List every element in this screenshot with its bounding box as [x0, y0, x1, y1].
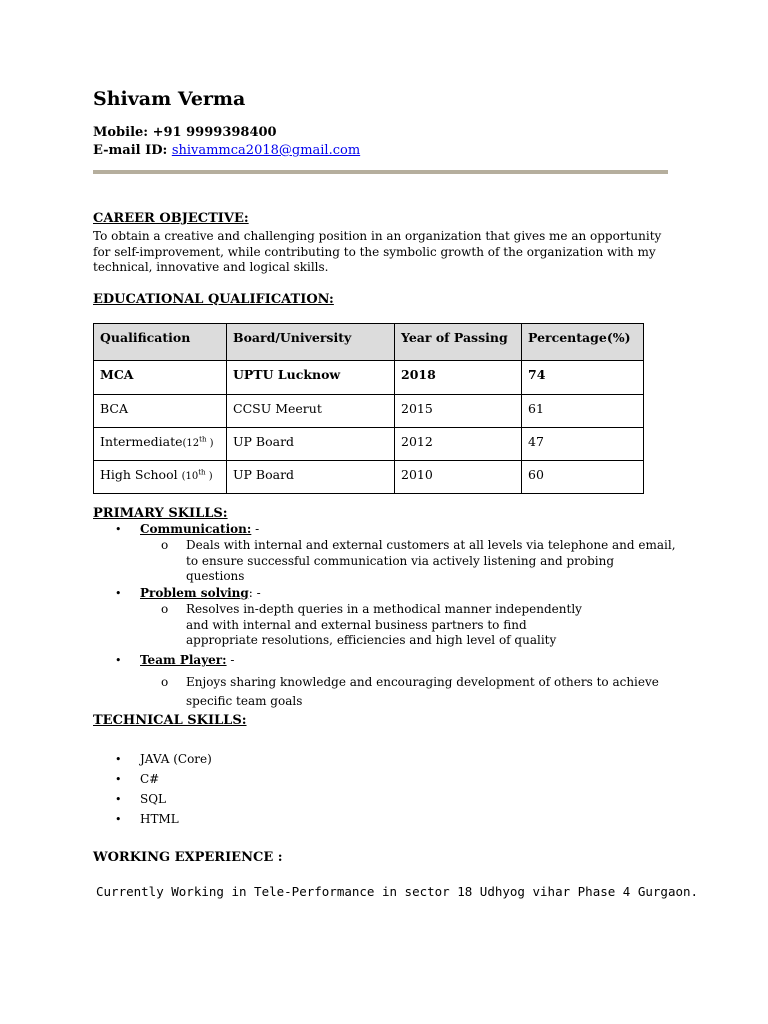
qualification-text: Intermediate — [100, 434, 183, 449]
email-line — [93, 143, 360, 158]
detail-line: Deals with internal and external customers at all levels via telephone and email, — [186, 538, 676, 552]
skill-item-team-player — [115, 653, 234, 667]
sub-bullet-icon: o — [161, 538, 169, 552]
experience-text: Currently Working in Tele-Performance in sector 18 Udhyog vihar Phase 4 Gurgaon. — [96, 884, 699, 899]
career-objective-text — [93, 229, 663, 276]
year-cell: 2012 — [395, 428, 522, 461]
percentage-cell: 74 — [522, 361, 644, 395]
tech-skill-label: SQL — [140, 792, 167, 806]
qualification-note — [182, 435, 214, 449]
experience-heading: WORKING EXPERIENCE : — [93, 850, 283, 865]
detail-line: Enjoys sharing knowledge and encouraging development of others to achieve — [186, 675, 659, 689]
career-line: for self-improvement, while contributing to the symbolic growth of the organization with my — [93, 244, 656, 259]
percentage-cell: 60 — [522, 461, 644, 494]
career-line: technical, innovative and logical skills. — [93, 260, 329, 274]
column-header: Percentage(%) — [522, 324, 644, 361]
year-cell: 2015 — [395, 395, 522, 428]
career-objective-heading: CAREER OBJECTIVE: — [93, 211, 249, 226]
qualification-cell — [94, 461, 227, 494]
table-row — [94, 461, 644, 494]
tech-skill-label: JAVA (Core) — [140, 752, 212, 766]
skill-suffix: - — [226, 653, 235, 667]
skill-item-communication — [115, 522, 259, 536]
detail-line: Resolves in-depth queries in a methodical manner independently — [186, 602, 582, 616]
table-header-row — [94, 324, 644, 361]
career-line: To obtain a creative and challenging position in an organization that gives me an opportunity — [93, 229, 662, 243]
bullet-icon: • — [115, 523, 122, 536]
percentage-cell: 47 — [522, 428, 644, 461]
detail-line: questions — [186, 569, 245, 583]
percentage-cell: 61 — [522, 395, 644, 428]
year-cell: 2010 — [395, 461, 522, 494]
note-sup: th — [198, 468, 206, 477]
primary-skills-heading: PRIMARY SKILLS: — [93, 506, 228, 521]
column-header: Board/University — [227, 324, 395, 361]
candidate-name: Shivam Verma — [93, 88, 246, 110]
skill-detail-text — [186, 673, 659, 711]
qualification-note — [181, 468, 213, 482]
bullet-icon: • — [115, 813, 122, 826]
technical-skills-heading: TECHNICAL SKILLS: — [93, 713, 247, 728]
detail-line: and with internal and external business partners to find — [186, 617, 527, 632]
board-cell: UP Board — [227, 428, 395, 461]
tech-skill-item — [115, 772, 159, 786]
qualification-cell — [94, 428, 227, 461]
table-row — [94, 395, 644, 428]
tech-skill-label: HTML — [140, 812, 179, 826]
skill-suffix: - — [251, 522, 260, 536]
qualification-cell: MCA — [94, 361, 227, 395]
tech-skill-label: C# — [140, 772, 160, 786]
bullet-icon: • — [115, 773, 122, 786]
skill-item-problem-solving — [115, 586, 261, 600]
table-row — [94, 428, 644, 461]
detail-line: to ensure successful communication via actively listening and probing — [186, 553, 615, 568]
board-cell: CCSU Meerut — [227, 395, 395, 428]
table-row — [94, 361, 644, 395]
skill-title: Communication: — [140, 522, 252, 536]
detail-line: specific team goals — [186, 694, 303, 708]
sub-bullet-icon: o — [161, 602, 169, 616]
bullet-icon: • — [115, 793, 122, 806]
bullet-icon: • — [115, 654, 122, 667]
year-cell: 2018 — [395, 361, 522, 395]
education-heading: EDUCATIONAL QUALIFICATION: — [93, 292, 334, 307]
note-pre: (12 — [182, 438, 200, 449]
tech-skill-item — [115, 792, 166, 806]
skill-title: Team Player: — [140, 653, 227, 667]
column-header: Year of Passing — [395, 324, 522, 361]
board-cell: UPTU Lucknow — [227, 361, 395, 395]
mobile-line: Mobile: +91 9999398400 — [93, 125, 277, 140]
sub-bullet-icon: o — [161, 675, 169, 689]
qualification-text: High School — [100, 467, 182, 482]
qualification-cell: BCA — [94, 395, 227, 428]
tech-skill-item — [115, 812, 179, 826]
tech-skill-item — [115, 752, 212, 766]
skill-title: Problem solving — [140, 586, 249, 600]
note-post: ) — [206, 438, 214, 449]
note-post: ) — [205, 471, 213, 482]
email-link[interactable]: shivammca2018@gmail.com — [171, 143, 361, 158]
education-table — [93, 323, 644, 494]
board-cell: UP Board — [227, 461, 395, 494]
note-sup: th — [199, 435, 207, 444]
skill-suffix: : - — [248, 586, 261, 600]
detail-line: appropriate resolutions, efficiencies and high level of quality — [186, 633, 557, 647]
column-header: Qualification — [94, 324, 227, 361]
bullet-icon: • — [115, 753, 122, 766]
bullet-icon: • — [115, 587, 122, 600]
skill-detail-text — [186, 602, 582, 649]
skill-detail-text — [186, 538, 676, 585]
note-pre: (10 — [181, 471, 199, 482]
header-divider — [93, 170, 668, 174]
email-label: E-mail ID: — [93, 143, 172, 158]
